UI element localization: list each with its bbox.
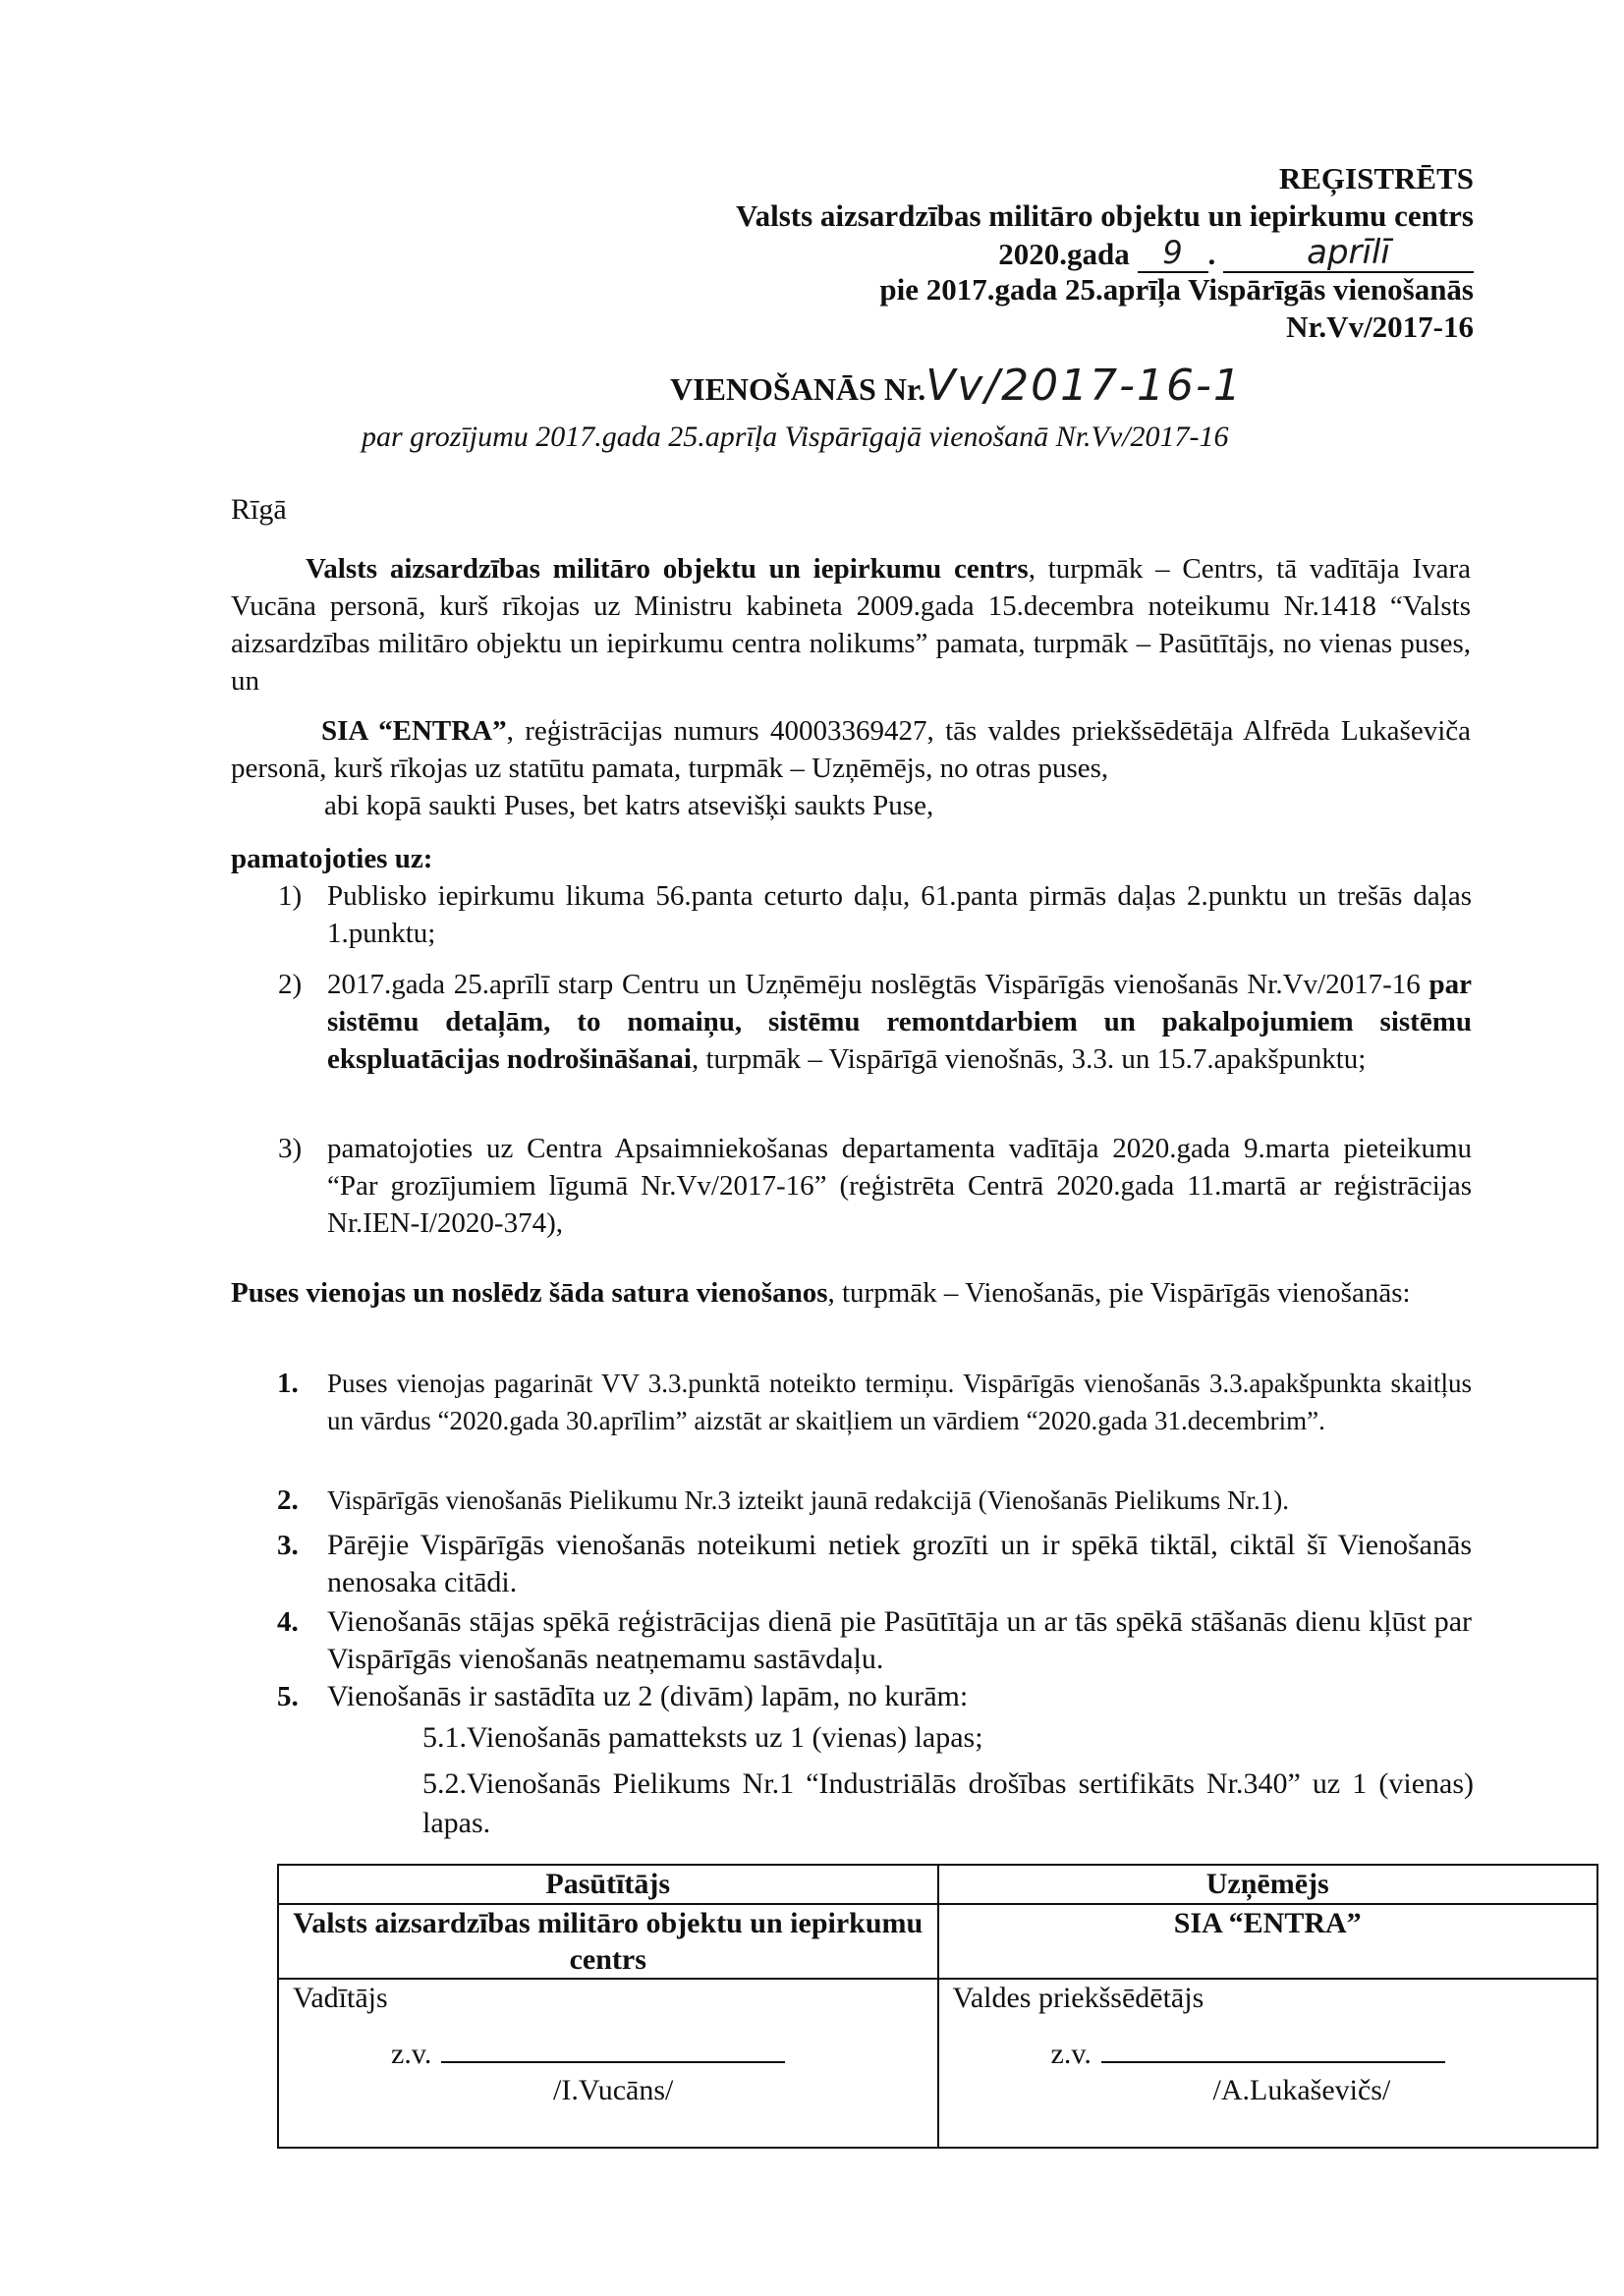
party-1-paragraph <box>231 550 1471 700</box>
basis-heading: pamatojoties uz: <box>231 843 433 874</box>
signature-table <box>277 1864 1598 2149</box>
registration-org: Valsts aizsardzības militāro objektu un iepirkumu centrs <box>736 198 1474 233</box>
registration-ref-line1: pie 2017.gada 25.aprīļa Vispārīgās vienošanās <box>879 272 1474 307</box>
subclause-5-2 <box>422 1764 1474 1843</box>
basis-item-2-number: 2) <box>278 969 303 1000</box>
registration-day <box>1138 234 1208 273</box>
registration-ref-line2: Nr.Vv/2017-16 <box>1286 309 1474 344</box>
subclause-5-2-text: 5.2.Vienošanās Pielikums Nr.1 “Industriālās drošības sertifikāts Nr.340” uz 1 (vienas) lapas. <box>422 1767 1474 1839</box>
agreement-number: Vv/2017-16-1 <box>925 361 1243 411</box>
clause-3-text: Pārējie Vispārīgās vienošanās noteikumi netiek grozīti un ir spēkā tiktāl, ciktāl šī Vienošanās nenosaka citādi. <box>327 1529 1472 1598</box>
signature-left-seal: z.v. <box>391 2038 432 2070</box>
signature-left-role: Pasūtītājs <box>278 1865 938 1904</box>
clause-5-text: Vienošanās ir sastādīta uz 2 (divām) lapām, no kurām: <box>327 1680 969 1712</box>
basis-item-1-number: 1) <box>278 880 303 912</box>
signature-right-name: /A.Lukaševičs/ <box>1212 2074 1391 2106</box>
clause-1-number: 1. <box>277 1368 299 1399</box>
basis-item-3-number: 3) <box>278 1133 303 1164</box>
signature-right-line <box>953 2036 1584 2072</box>
clause-3-number: 3. <box>277 1530 299 1561</box>
signature-left-block <box>278 1979 938 2148</box>
agreement-intro <box>231 1274 1518 1312</box>
agreement-intro-text: , turpmāk – Vienošanās, pie Vispārīgās vienošanās: <box>827 1277 1411 1309</box>
signature-left-underline <box>441 2036 785 2063</box>
agreement-subtitle: par grozījumu 2017.gada 25.aprīļa Vispārīgajā vienošanā Nr.Vv/2017-16 <box>362 420 1229 453</box>
signature-right-seal: z.v. <box>1050 2038 1092 2070</box>
signature-right-block <box>938 1979 1598 2148</box>
clause-1-text: Puses vienojas pagarināt VV 3.3.punktā noteikto termiņu. Vispārīgās vienošanās 3.3.apakšpunkta skaitļus un vārdus “2020.gada 30.aprīlim” aizstāt ar skaitļiem un vārdiem “2020.gada 31.decembrim”. <box>327 1369 1472 1435</box>
party-1-text: , turpmāk – Centrs, tā vadītāja Ivara Vucāna personā, kurš rīkojas uz Ministru kabineta 2009.gada 15.decembra noteikumu Nr.1418 “Valsts aizsardzības militāro objektu un iepirkumu centra nolikums” pamata, turpmāk – Pasūtītājs, no vienas puses, un <box>231 553 1471 697</box>
registration-date: 2020.gada 9 . aprīlī <box>998 234 1474 273</box>
clause-2-text: Vispārīgās vienošanās Pielikumu Nr.3 izteikt jaunā redakcijā (Vienošanās Pielikums Nr.1). <box>327 1485 1290 1515</box>
basis-item-2-text-c: , turpmāk – Vispārīgā vienošnās, 3.3. un 15.7.apakšpunktu; <box>691 1043 1367 1075</box>
agreement-title-label: VIENOŠANĀS Nr. <box>670 371 926 407</box>
clause-4-text: Vienošanās stājas spēkā reģistrācijas dienā pie Pasūtītāja un ar tās spēkā stāšanās dienu kļūst par Vispārīgās vienošanās neatņemamu sastāvdaļu. <box>327 1605 1472 1675</box>
signature-right-org: SIA “ENTRA” <box>938 1904 1598 1979</box>
basis-item-3-text: pamatojoties uz Centra Apsaimniekošanas departamenta vadītāja 2020.gada 9.marta pieteikumu “Par grozījumiem līgumā Nr.Vv/2017-16” (reģistrēta Centrā 2020.gada 11.martā ar reģistrācijas Nr.IEN-I/2020-374), <box>327 1133 1472 1239</box>
party-1-name: Valsts aizsardzības militāro objektu un iepirkumu centrs <box>306 553 1029 585</box>
registration-day-value: 9 <box>1162 234 1183 271</box>
signature-left-org: Valsts aizsardzības militāro objektu un iepirkumu centrs <box>278 1904 938 1979</box>
place: Rīgā <box>231 493 287 526</box>
basis-item-2-subject: par sistēmu detaļām, to nomaiņu, sistēmu remontdarbiem un pakalpojumiem sistēmu ekspluatācijas nodrošināšanai <box>327 969 1472 1075</box>
signature-right-position: Valdes priekšsēdētājs <box>952 1982 1204 2014</box>
party-2-text: , reģistrācijas numurs 40003369427, tās valdes priekšsēdētāja Alfrēda Lukaševiča personā, kurš rīkojas uz statūtu pamata, turpmāk – Uzņēmējs, no otras puses, <box>231 715 1471 784</box>
basis-item-2-text <box>327 966 1472 1078</box>
signature-right-underline <box>1101 2036 1445 2063</box>
registration-month <box>1223 234 1474 273</box>
signature-right-role: Uzņēmējs <box>938 1865 1598 1904</box>
registration-month-value: aprīlī <box>1307 233 1390 272</box>
basis-item-2-text-a: 2017.gada 25.aprīlī starp Centru un Uzņēmēju noslēgtās Vispārīgās vienošanās Nr.Vv/2017-16 <box>327 969 1429 1000</box>
signature-left-position: Vadītājs <box>293 1982 388 2014</box>
party-2-name: SIA “ENTRA” <box>321 715 507 747</box>
clause-4-number: 4. <box>277 1606 299 1638</box>
agreement-intro-bold: Puses vienojas un noslēdz šāda satura vienošanos <box>231 1277 828 1309</box>
parties-collective: abi kopā saukti Puses, bet katrs atsevišķi saukts Puse, <box>324 790 934 821</box>
party-2-paragraph <box>231 712 1471 787</box>
signature-left-name: /I.Vucāns/ <box>553 2074 674 2106</box>
signature-left-line <box>293 2036 924 2072</box>
clause-5-number: 5. <box>277 1681 299 1712</box>
clause-2-number: 2. <box>277 1484 299 1516</box>
subclause-5-1: 5.1.Vienošanās pamatteksts uz 1 (vienas) lapas; <box>422 1721 983 1754</box>
basis-item-1-text: Publisko iepirkumu likuma 56.panta ceturto daļu, 61.panta pirmās daļas 2.punktu un trešās daļas 1.punktu; <box>327 880 1472 949</box>
registration-title: REĢISTRĒTS <box>1278 161 1474 196</box>
agreement-title <box>670 361 1243 411</box>
registration-year: 2020.gada <box>998 237 1130 271</box>
